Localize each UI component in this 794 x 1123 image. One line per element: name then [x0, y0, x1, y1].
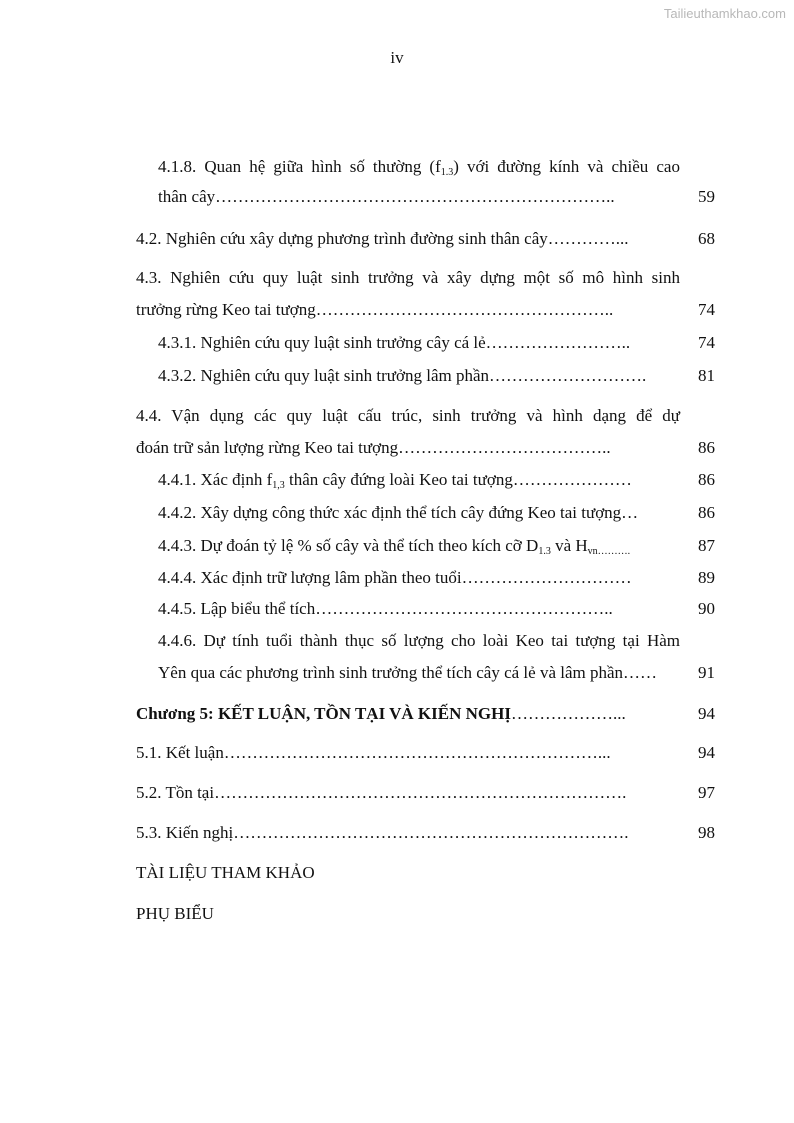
toc-page-number: 89	[698, 568, 715, 587]
toc-entry-5-1: 5.1. Kết luận…………………………………………………………...	[136, 743, 611, 762]
toc-entry-4-3-line2: trưởng rừng Keo tai tượng……………………………………………..	[136, 300, 614, 319]
toc-page-number: 90	[698, 599, 715, 618]
toc-entry-4-4-4: 4.4.4. Xác định trữ lượng lâm phần theo tuổi…………………………	[158, 568, 632, 587]
toc-entry-4-3-2: 4.3.2. Nghiên cứu quy luật sinh trưởng lâm phần……………………….	[158, 366, 647, 385]
toc-entry-4-4-5: 4.4.5. Lập biểu thể tích……………………………………………..	[158, 599, 613, 618]
toc-page-number: 98	[698, 823, 715, 842]
toc-entry-4-4-line1: 4.4. Vận dụng các quy luật cấu trúc, sinh trưởng và hình dạng để dự	[136, 406, 680, 425]
toc-chapter-5: Chương 5: KẾT LUẬN, TỒN TẠI VÀ KIẾN NGHỊ………………...	[136, 704, 626, 723]
toc-page-number: 68	[698, 229, 715, 248]
toc-entry-4-4-1: 4.4.1. Xác định $f_{1,3}$ thân cây đứng loài Keo tai tượng…………………	[158, 470, 632, 491]
toc-page-number: 86	[698, 470, 715, 489]
toc-entry-4-2: 4.2. Nghiên cứu xây dựng phương trình đường sinh thân cây…………...	[136, 229, 629, 248]
toc-page-number: 86	[698, 438, 715, 457]
toc-page-number: 94	[698, 704, 715, 723]
toc-page-number: 94	[698, 743, 715, 762]
toc-entry-4-1-8-line1: 4.1.8. Quan hệ giữa hình số thường $(f_{1.3})$ với đường kính và chiều cao	[158, 157, 680, 178]
toc-page-number: 91	[698, 663, 715, 682]
toc-entry-4-4-line2: đoán trữ sản lượng rừng Keo tai tượng………………………………..	[136, 438, 611, 457]
toc-appendix: PHỤ BIỂU	[136, 904, 214, 923]
toc-references: TÀI LIỆU THAM KHẢO	[136, 863, 315, 882]
toc-entry-4-3-1: 4.3.1. Nghiên cứu quy luật sinh trưởng cây cá lẻ……………………..	[158, 333, 631, 352]
toc-entry-4-1-8-line2: thân cây……………………………………………………………..	[158, 187, 615, 206]
toc-entry-4-3-line1: 4.3. Nghiên cứu quy luật sinh trưởng và xây dựng một số mô hình sinh	[136, 268, 680, 287]
toc-entry-5-3: 5.3. Kiến nghị…………………………………………………………….	[136, 823, 629, 842]
toc-entry-5-2: 5.2. Tồn tại……………………………………………………………….	[136, 783, 627, 802]
page-number: iv	[390, 48, 404, 67]
toc-entry-4-4-6-line2: Yên qua các phương trình sinh trưởng thể tích cây cá lẻ và lâm phần……	[158, 663, 658, 682]
toc-page-number: 59	[698, 187, 715, 206]
toc-page-number: 74	[698, 333, 715, 352]
watermark-text: Tailieuthamkhao.com	[663, 6, 786, 21]
toc-page-number: 81	[698, 366, 715, 385]
toc-entry-4-4-3: 4.4.3. Dự đoán tỷ lệ % số cây và thể tích theo kích cỡ $D_{1.3}$ và $H_{vn\dots\dots\dots.}$	[158, 536, 631, 557]
toc-page-number: 97	[698, 783, 715, 802]
toc-page-number: 86	[698, 503, 715, 522]
toc-page-number: 74	[698, 300, 715, 319]
toc-entry-4-4-2: 4.4.2. Xây dựng công thức xác định thể tích cây đứng Keo tai tượng…	[158, 503, 639, 522]
toc-page-number: 87	[698, 536, 715, 555]
toc-entry-4-4-6-line1: 4.4.6. Dự tính tuổi thành thục số lượng cho loài Keo tai tượng tại Hàm	[158, 631, 680, 650]
